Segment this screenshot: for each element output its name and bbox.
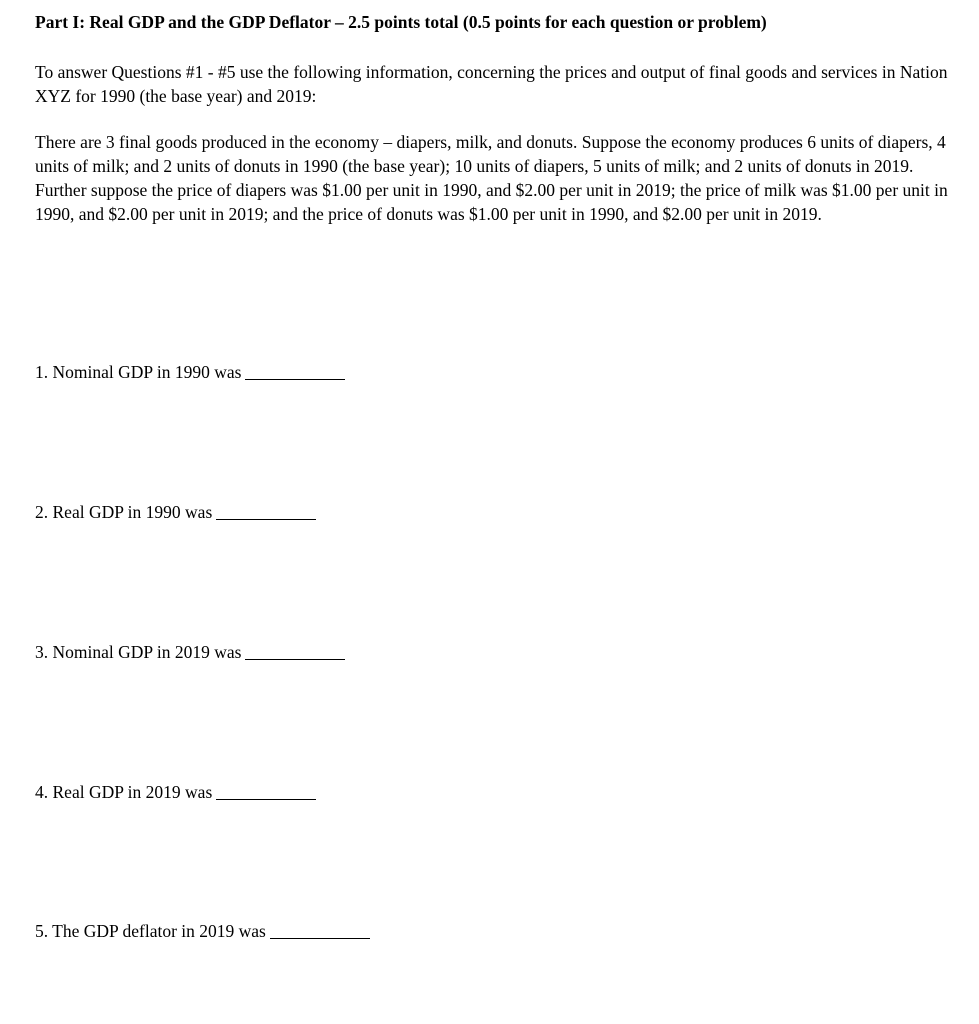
question-4-answer-blank[interactable] <box>216 783 316 800</box>
question-1-answer-blank[interactable] <box>245 363 345 380</box>
question-5 <box>35 921 370 942</box>
question-1 <box>35 362 345 383</box>
question-2-answer-blank[interactable] <box>216 503 316 520</box>
question-3-text: 3. Nominal GDP in 2019 was <box>35 642 242 662</box>
question-5-answer-blank[interactable] <box>270 922 370 939</box>
question-3 <box>35 642 345 663</box>
question-1-text: 1. Nominal GDP in 1990 was <box>35 362 242 382</box>
intro-paragraph: To answer Questions #1 - #5 use the following information, concerning the prices and output of final goods and services in Nation XYZ for 1990 (the base year) and 2019: <box>35 62 948 106</box>
part-heading: Part I: Real GDP and the GDP Deflator – 2.5 points total (0.5 points for each question or problem) <box>35 12 767 32</box>
question-3-answer-blank[interactable] <box>245 643 345 660</box>
question-4 <box>35 782 316 803</box>
question-2 <box>35 502 316 523</box>
details-paragraph: There are 3 final goods produced in the economy – diapers, milk, and donuts. Suppose the economy produces 6 units of diapers, 4 units of milk; and 2 units of donuts in 1990 (the base year); 10 units of diapers, 5 units of milk; and 2 units of donuts in 2019. Further suppose the price of diapers was $1.00 per unit in 1990, and $2.00 per unit in 2019; the price of milk was $1.00 per unit in 1990, and $2.00 per unit in 2019; and the price of donuts was $1.00 per unit in 1990, and $2.00 per unit in 2019. <box>35 132 948 224</box>
question-5-text: 5. The GDP deflator in 2019 was <box>35 921 266 941</box>
question-2-text: 2. Real GDP in 1990 was <box>35 502 213 522</box>
question-4-text: 4. Real GDP in 2019 was <box>35 782 213 802</box>
